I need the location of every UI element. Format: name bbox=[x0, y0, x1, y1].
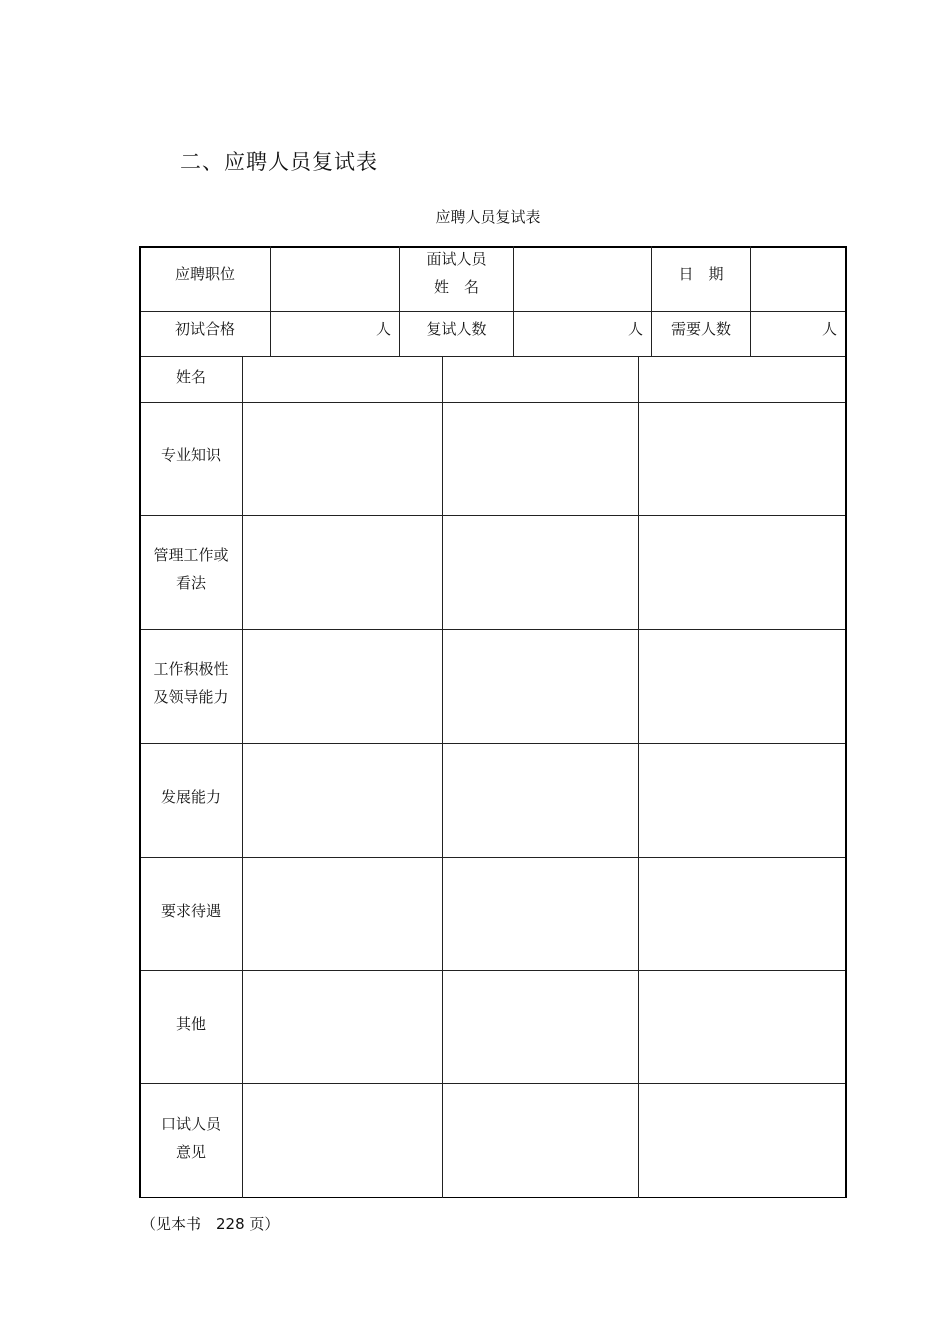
needed-unit[interactable]: 人 bbox=[821, 320, 837, 338]
row-label-development bbox=[140, 744, 242, 850]
candidate-cell[interactable] bbox=[443, 971, 638, 1083]
candidate-cell[interactable] bbox=[243, 858, 442, 970]
candidate-cell[interactable] bbox=[639, 630, 845, 743]
candidate-cell[interactable] bbox=[639, 971, 845, 1083]
table-bottom-border bbox=[139, 1197, 847, 1198]
row-label-line1: 管理工作或 bbox=[153, 546, 229, 564]
first-pass-unit[interactable]: 人 bbox=[375, 320, 391, 338]
first-pass-label: 初试合格 bbox=[174, 320, 235, 338]
candidate-cell[interactable] bbox=[443, 744, 638, 857]
row-label-line2: 看法 bbox=[175, 574, 206, 592]
position-field[interactable] bbox=[271, 247, 399, 311]
second-count-unit[interactable]: 人 bbox=[627, 320, 643, 338]
row-label-salary bbox=[140, 858, 242, 964]
candidate-cell[interactable] bbox=[243, 516, 442, 629]
interviewer-label-line1: 面试人员 bbox=[426, 250, 487, 268]
row-label-management bbox=[140, 516, 242, 622]
row-label-line2: 意见 bbox=[175, 1143, 206, 1161]
row-label-line1: 姓名 bbox=[175, 368, 206, 386]
section-heading: 二、应聘人员复试表 bbox=[180, 150, 378, 174]
candidate-cell[interactable] bbox=[243, 1084, 442, 1197]
date-field[interactable] bbox=[751, 247, 845, 311]
row-label-name bbox=[140, 357, 242, 397]
row-label-line1: 发展能力 bbox=[160, 788, 221, 806]
row-label-other bbox=[140, 971, 242, 1077]
candidate-cell[interactable] bbox=[243, 971, 442, 1083]
candidate-cell[interactable] bbox=[639, 357, 845, 402]
row-label-initiative bbox=[140, 630, 242, 736]
candidate-cell[interactable] bbox=[243, 357, 442, 402]
second-count-label: 复试人数 bbox=[426, 320, 487, 338]
row-label-expertise bbox=[140, 403, 242, 507]
interviewer-name-label bbox=[400, 244, 513, 302]
candidate-cell[interactable] bbox=[443, 630, 638, 743]
needed-label: 需要人数 bbox=[670, 320, 731, 338]
table-right-border bbox=[845, 246, 847, 1198]
candidate-cell[interactable] bbox=[443, 1084, 638, 1197]
position-label: 应聘职位 bbox=[174, 265, 235, 283]
candidate-cell[interactable] bbox=[243, 744, 442, 857]
candidate-cell[interactable] bbox=[639, 1084, 845, 1197]
candidate-cell[interactable] bbox=[243, 630, 442, 743]
candidate-cell[interactable] bbox=[443, 403, 638, 515]
row-label-line1: 其他 bbox=[175, 1015, 206, 1033]
candidate-cell[interactable] bbox=[443, 858, 638, 970]
candidate-cell[interactable] bbox=[639, 516, 845, 629]
row-label-oral-opinion bbox=[140, 1084, 242, 1192]
interviewer-label-line2: 姓 名 bbox=[433, 278, 479, 296]
date-label: 日 期 bbox=[678, 265, 724, 283]
row-label-line1: 要求待遇 bbox=[160, 902, 221, 920]
candidate-cell[interactable] bbox=[243, 403, 442, 515]
candidate-cell[interactable] bbox=[639, 744, 845, 857]
candidate-cell[interactable] bbox=[639, 403, 845, 515]
candidate-cell[interactable] bbox=[443, 357, 638, 402]
candidate-cell[interactable] bbox=[443, 516, 638, 629]
footnote-reference: （见本书 228 页） bbox=[141, 1215, 280, 1233]
row-label-line2: 及领导能力 bbox=[153, 688, 229, 706]
form-title: 应聘人员复试表 bbox=[435, 208, 541, 226]
row-label-line1: 口试人员 bbox=[160, 1115, 221, 1133]
interviewer-name-field[interactable] bbox=[514, 247, 651, 311]
row-label-line1: 工作积极性 bbox=[153, 660, 229, 678]
candidate-cell[interactable] bbox=[639, 858, 845, 970]
row-label-line1: 专业知识 bbox=[160, 446, 221, 464]
